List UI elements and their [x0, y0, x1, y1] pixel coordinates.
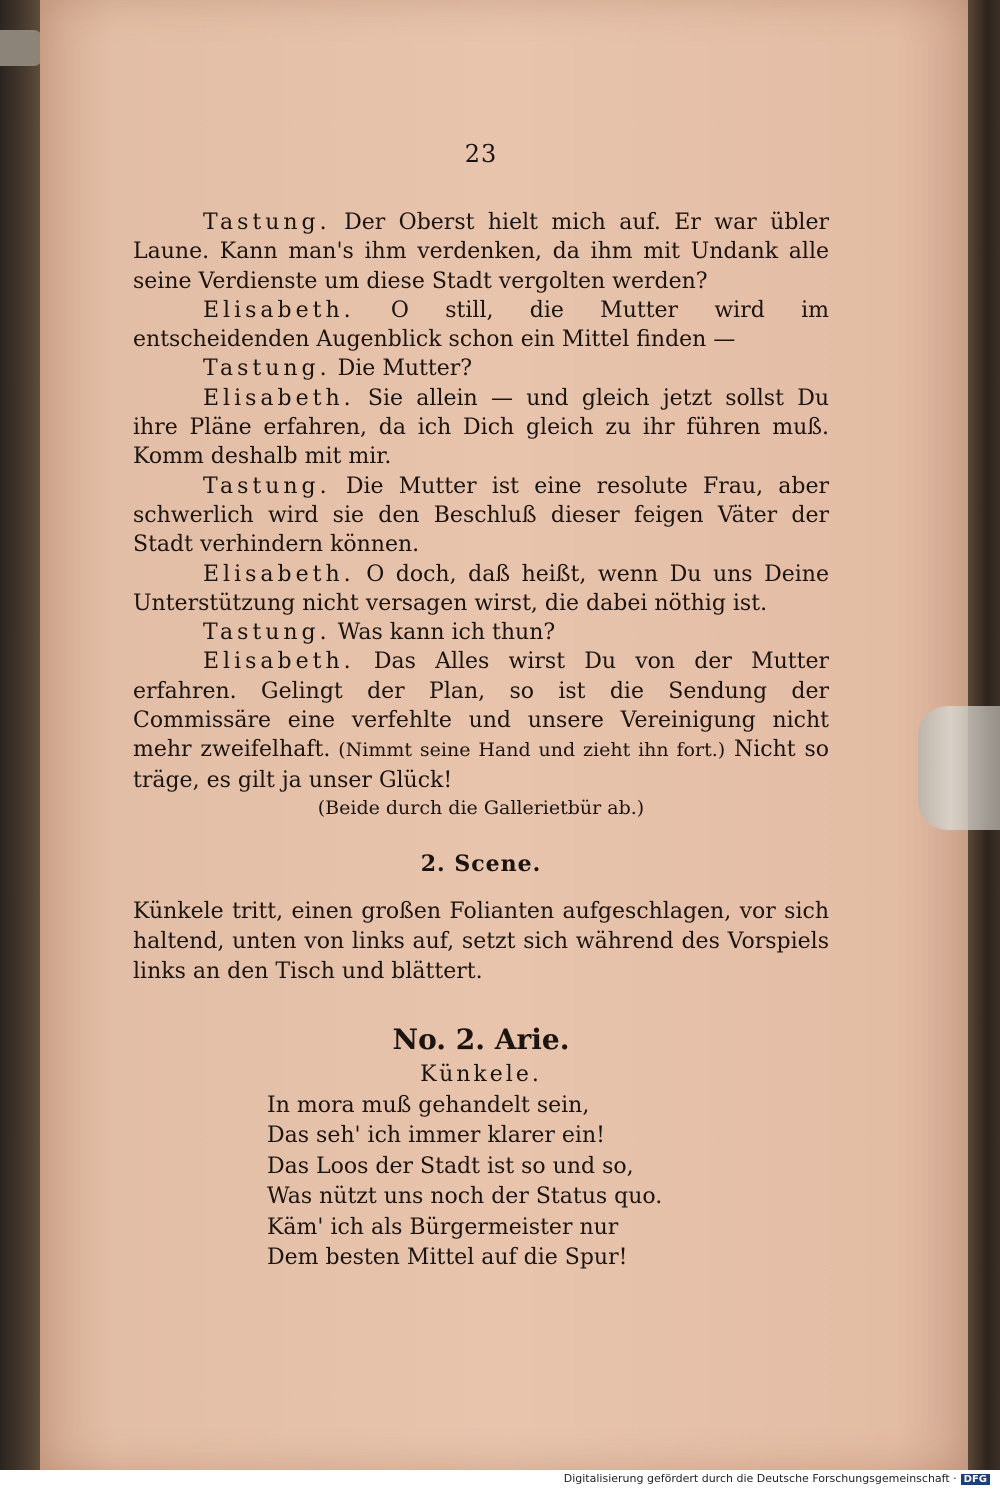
aria-heading: No. 2. Arie.: [392, 1022, 570, 1056]
verse-block: [133, 1091, 829, 1274]
aria-singer: Künkele.: [420, 1061, 542, 1087]
verse-line: Das seh' ich immer klarer ein!: [267, 1123, 605, 1149]
speaker-name: Elisabeth.: [203, 649, 355, 675]
binding-edge: [0, 30, 42, 66]
dialogue-text: Das Alles wirst Du von der Mutter erfahren. Gelingt der Plan, so ist die Sendung der Commissäre eine verfehlte und unsere Vereinigung nicht mehr zweifelhaft.: [133, 649, 829, 763]
scene-description: Künkele tritt, einen großen Folianten aufgeschlagen, vor sich haltend, unten von links auf, setzt sich während des Vorspiels links an den Tisch und blättert.: [133, 898, 829, 984]
dialogue-paragraph: [133, 560, 829, 619]
dialogue-paragraph: [133, 354, 829, 383]
stage-direction: (Nimmt seine Hand und zieht ihn fort.): [330, 739, 726, 762]
verse-line: Was nützt uns noch der Status quo.: [267, 1184, 663, 1210]
footer-credit-text: Digitalisierung gefördert durch die Deutsche Forschungsgemeinschaft ·: [563, 1472, 957, 1485]
dialogue-paragraph: [133, 618, 829, 647]
dialogue-paragraph: [133, 296, 829, 355]
page-number: 23: [464, 140, 498, 168]
dialogue-paragraph: [133, 647, 829, 794]
dialogue-text: O doch, daß heißt, wenn Du uns Deine Unterstützung nicht versagen wirst, die dabei nöthig ist.: [133, 561, 829, 616]
footer-bar: [0, 1470, 1000, 1490]
speaker-name: Elisabeth.: [203, 561, 355, 587]
speaker-name: Tastung.: [203, 210, 331, 235]
verse-line: Käm' ich als Bürgermeister nur: [267, 1214, 619, 1240]
dialogue-text: Was kann ich thun?: [330, 620, 556, 646]
speaker-name: Tastung.: [203, 620, 331, 646]
dialogue-paragraph: [133, 384, 829, 472]
dialogue-text: Der Oberst hielt mich auf. Er war übler Laune. Kann man's ihm verdenken, da ihm mit Undank alle seine Verdienste um diese Stadt vergolten werden?: [133, 210, 829, 294]
exit-direction: (Beide durch die Gallerietbür ab.): [317, 796, 645, 819]
dialogue-paragraph: [133, 208, 829, 296]
dialogue-text: Nicht so träge, es gilt ja unser Glück!: [133, 737, 829, 793]
scanner-clip: [918, 706, 1000, 830]
dialogue-text: Sie allein — und gleich jetzt sollst Du ihre Pläne erfahren, da ich Dich gleich zu ihr führen muß. Komm deshalb mit mir.: [133, 385, 829, 470]
dialogue-paragraph: [133, 472, 829, 560]
scene-heading: 2. Scene.: [420, 850, 542, 877]
speaker-name: Elisabeth.: [203, 385, 355, 411]
dialogue-text: Die Mutter ist eine resolute Frau, aber schwerlich wird sie den Beschluß dieser feigen Väter der Stadt verhindern können.: [133, 473, 829, 558]
footer-credit: [564, 1472, 990, 1485]
verse-line: Dem besten Mittel auf die Spur!: [267, 1245, 628, 1271]
page-content: [133, 140, 829, 1274]
dfg-logo: DFG: [961, 1474, 990, 1485]
verse-line: Das Loos der Stadt ist so und so,: [267, 1153, 634, 1179]
dialogue-text: O still, die Mutter wird im entscheidenden Augenblick schon ein Mittel finden —: [133, 297, 829, 353]
verse-line: In mora muß gehandelt sein,: [267, 1092, 590, 1118]
speaker-name: Tastung.: [203, 473, 331, 499]
speaker-name: Tastung.: [203, 356, 331, 382]
dialogue-text: Die Mutter?: [330, 356, 473, 382]
speaker-name: Elisabeth.: [203, 297, 355, 323]
